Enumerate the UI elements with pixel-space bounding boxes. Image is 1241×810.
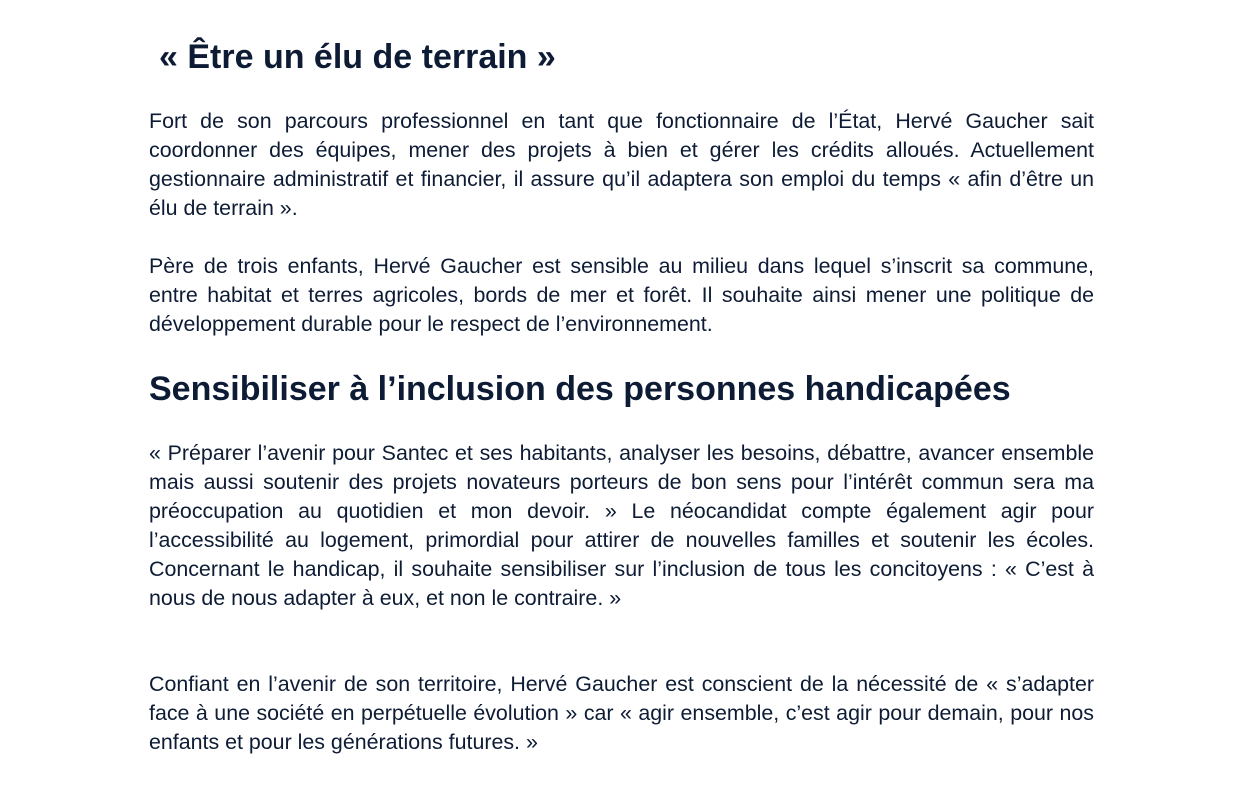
paragraph-parcours: Fort de son parcours professionnel en tant que fonctionnaire de l’État, Hervé Gaucher sait coordonner des équipes, mener des projets à bien et gérer les crédits alloués. Actuellement gestionnaire administratif et financier, il assure qu’il adaptera son emploi du temps « afin d’être un élu de terrain ». <box>149 109 1094 220</box>
section-heading-inclusion: Sensibiliser à l’inclusion des personnes handicapées <box>149 370 1011 408</box>
section-heading-elu-de-terrain: « Être un élu de terrain » <box>159 38 556 76</box>
paragraph-avenir: Confiant en l’avenir de son territoire, Hervé Gaucher est conscient de la nécessité de « s’adapter face à une société en perpétuelle évolution » car « agir ensemble, c’est agir pour demain, pour nos enfants et pour les générations futures. » <box>149 672 1094 754</box>
paragraph-santec-handicap: « Préparer l’avenir pour Santec et ses habitants, analyser les besoins, débattre, avancer ensemble mais aussi soutenir des projets novateurs porteurs de bon sens pour l’intérêt commun sera ma préoccupation au quotidien et mon devoir. » Le néocandidat compte également agir pour l’accessibilité au logement, primordial pour attirer de nouvelles familles et soutenir les écoles. Concernant le handicap, il souhaite sensibiliser sur l’inclusion de tous les concitoyens : « C’est à nous de nous adapter à eux, et non le contraire. » <box>149 441 1094 610</box>
paragraph-famille-environnement: Père de trois enfants, Hervé Gaucher est sensible au milieu dans lequel s’inscrit sa commune, entre habitat et terres agricoles, bords de mer et forêt. Il souhaite ainsi mener une politique de développement durable pour le respect de l’environnement. <box>149 254 1094 336</box>
